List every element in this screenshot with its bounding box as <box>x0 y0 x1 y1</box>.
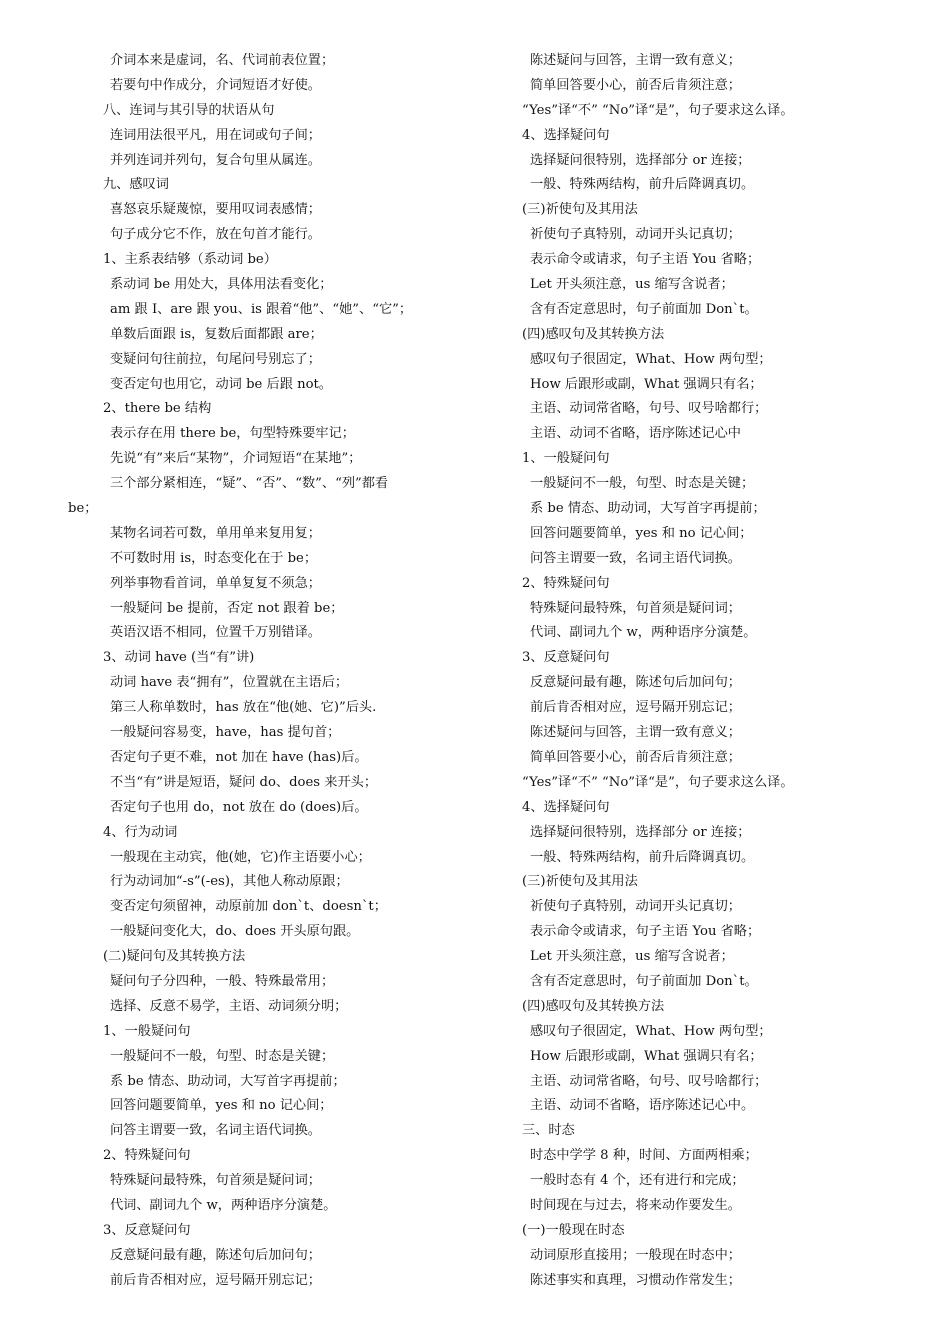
text-line: 喜怒哀乐疑蔑惊，要用叹词表感情； <box>110 202 321 218</box>
text-line: Let 开头须注意，us 缩写含说者； <box>530 949 734 965</box>
text-line: 并列连词并列句，复合句里从属连。 <box>110 152 321 168</box>
text-line: 疑问句子分四种，一般、特殊最常用； <box>110 973 335 989</box>
text-line: 含有否定意思时，句子前面加 Don`t。 <box>530 301 758 317</box>
right-text-column <box>522 49 942 1294</box>
text-line: 1、一般疑问句 <box>103 1023 191 1039</box>
text-line: be； <box>68 501 98 517</box>
text-line: 变否定句须留神，动原前加 don`t、doesn`t； <box>110 899 387 915</box>
text-line: 表示命令或请求，句子主语 You 省略； <box>530 252 761 268</box>
text-line: 4、选择疑问句 <box>522 799 610 815</box>
text-line: 系 be 情态、助动词，大写首字再提前； <box>530 501 766 517</box>
text-line: 选择、反意不易学，主语、动词须分明； <box>110 998 348 1014</box>
text-line: 问答主谓要一致，名词主语代词换。 <box>110 1123 321 1139</box>
text-line: 时间现在与过去，将来动作要发生。 <box>530 1197 741 1213</box>
text-line: 特殊疑问最特殊，句首须是疑问词； <box>530 600 741 616</box>
text-line: 回答问题要简单，yes 和 no 记心间； <box>530 525 753 541</box>
text-line: 简单回答要小心，前否后肯须注意； <box>530 77 741 93</box>
text-line: 反意疑问最有趣，陈述句后加问句； <box>110 1247 321 1263</box>
text-line: 表示命令或请求，句子主语 You 省略； <box>530 924 761 940</box>
text-line: 不当“有”讲是短语，疑问 do、does 来开头； <box>110 774 378 790</box>
text-line: 主语、动词常省略，句号、叹号啥都行； <box>530 1073 768 1089</box>
text-line: 先说“有”来后“某物”，介词短语“在某地”； <box>110 451 362 467</box>
text-line: 3、反意疑问句 <box>522 650 610 666</box>
text-line: 一般疑问 be 提前，否定 not 跟着 be； <box>110 600 344 616</box>
text-line: 三、时态 <box>522 1123 575 1139</box>
text-line: 句子成分它不作，放在句首才能行。 <box>110 227 321 243</box>
text-line: 3、动词 have (当“有”讲) <box>103 650 255 666</box>
text-line: 4、选择疑问句 <box>522 127 610 143</box>
text-line: am 跟 I、are 跟 you、is 跟着“他”、“她”、“它”； <box>110 301 413 317</box>
text-line: 一般、特殊两结构，前升后降调真切。 <box>530 177 755 193</box>
text-line: “Yes”译“不” “No”译“是”，句子要求这么译。 <box>522 774 794 790</box>
text-line: 一般现在主动宾，他(她，它)作主语要小心； <box>110 849 371 865</box>
text-line: 1、一般疑问句 <box>522 451 610 467</box>
text-line: 特殊疑问最特殊，句首须是疑问词； <box>110 1173 321 1189</box>
text-line: 2、there be 结构 <box>103 401 212 417</box>
text-line: “Yes”译“不” “No”译“是”，句子要求这么译。 <box>522 102 794 118</box>
text-line: 选择疑问很特别，选择部分 or 连接； <box>530 824 751 840</box>
text-line: 主语、动词不省略，语序陈述记心中。 <box>530 1098 755 1114</box>
text-line: 陈述事实和真理，习惯动作常发生； <box>530 1272 741 1288</box>
text-line: 感叹句子很固定，What、How 两句型； <box>530 1023 772 1039</box>
text-line: 介词本来是虚词，名、代词前表位置； <box>110 53 335 68</box>
text-line: 含有否定意思时，句子前面加 Don`t。 <box>530 973 758 989</box>
text-line: 一般疑问不一般，句型、时态是关键； <box>110 1048 335 1064</box>
text-line: 时态中学学 8 种，时间、方面两相乘； <box>530 1148 758 1164</box>
text-line: (一)一般现在时态 <box>522 1222 625 1238</box>
text-line: 变疑问句往前拉，句尾问号别忘了； <box>110 351 321 367</box>
text-line: 第三人称单数时，has 放在“他(她、它)”后头. <box>110 700 377 716</box>
text-line: How 后跟形或副，What 强调只有名； <box>530 1048 763 1064</box>
text-line: 2、特殊疑问句 <box>103 1148 191 1164</box>
text-line: (二)疑问句及其转换方法 <box>103 949 246 965</box>
text-line: 表示存在用 there be，句型特殊要牢记； <box>110 426 355 442</box>
text-line: 2、特殊疑问句 <box>522 575 610 591</box>
left-text-column <box>68 49 468 1294</box>
text-line: 代词、副词九个 w，两种语序分演楚。 <box>110 1197 337 1213</box>
text-line: 主语、动词常省略，句号、叹号啥都行； <box>530 401 768 417</box>
text-line: 简单回答要小心，前否后肯须注意； <box>530 749 741 765</box>
text-line: 陈述疑问与回答，主谓一致有意义； <box>530 53 741 68</box>
text-line: 连词用法很平凡，用在词或句子间； <box>110 127 321 143</box>
text-line: 一般、特殊两结构，前升后降调真切。 <box>530 849 755 865</box>
text-line: 系动词 be 用处大，具体用法看变化； <box>110 277 333 293</box>
text-line: 否定句子也用 do，not 放在 do (does)后。 <box>110 799 368 815</box>
text-line: 祈使句子真特别，动词开头记真切； <box>530 227 741 243</box>
text-line: 八、连词与其引导的状语从句 <box>103 102 275 118</box>
text-line: 变否定句也用它，动词 be 后跟 not。 <box>110 376 332 392</box>
text-line: (四)感叹句及其转换方法 <box>522 998 665 1014</box>
text-line: 一般疑问不一般，句型、时态是关键； <box>530 476 755 492</box>
text-line: (三)祈使句及其用法 <box>522 202 638 218</box>
text-line: 陈述疑问与回答，主谓一致有意义； <box>530 725 741 741</box>
text-line: 问答主谓要一致，名词主语代词换。 <box>530 550 741 566</box>
text-line: Let 开头须注意，us 缩写含说者； <box>530 277 734 293</box>
text-line: 前后肯否相对应，逗号隔开别忘记； <box>530 700 741 716</box>
text-line: 反意疑问最有趣，陈述句后加问句； <box>530 675 741 691</box>
text-line: 动词原形直接用；一般现在时态中； <box>530 1247 741 1263</box>
text-line: 英语汉语不相同，位置千万别错译。 <box>110 625 321 641</box>
text-line: 单数后面跟 is，复数后面都跟 are； <box>110 326 323 342</box>
text-line: 一般疑问变化大，do、does 开头原句跟。 <box>110 924 360 940</box>
text-line: 4、行为动词 <box>103 824 178 840</box>
text-line: 三个部分紧相连，“疑”、“否”、“数”、“列”都看 <box>110 476 389 492</box>
text-line: 祈使句子真特别，动词开头记真切； <box>530 899 741 915</box>
text-line: 某物名词若可数，单用单来复用复； <box>110 525 321 541</box>
text-line: 一般疑问容易变，have，has 提句首； <box>110 725 341 741</box>
text-line: How 后跟形或副，What 强调只有名； <box>530 376 763 392</box>
text-line: 感叹句子很固定，What、How 两句型； <box>530 351 772 367</box>
text-line: 不可数时用 is，时态变化在于 be； <box>110 550 318 566</box>
text-line: 九、感叹词 <box>103 177 169 193</box>
text-line: 主语、动词不省略，语序陈述记心中 <box>530 426 741 442</box>
text-line: 代词、副词九个 w，两种语序分演楚。 <box>530 625 757 641</box>
text-line: 前后肯否相对应，逗号隔开别忘记； <box>110 1272 321 1288</box>
text-line: 系 be 情态、助动词，大写首字再提前； <box>110 1073 346 1089</box>
text-line: (三)祈使句及其用法 <box>522 874 638 890</box>
text-line: 行为动词加“-s”(-es)，其他人称动原跟； <box>110 874 349 890</box>
text-line: 选择疑问很特别，选择部分 or 连接； <box>530 152 751 168</box>
text-line: 回答问题要简单，yes 和 no 记心间； <box>110 1098 333 1114</box>
text-line: 若要句中作成分，介词短语才好使。 <box>110 77 321 93</box>
text-line: 1、主系表结够（系动词 be） <box>103 252 277 268</box>
text-line: 否定句子更不难，not 加在 have (has)后。 <box>110 749 368 765</box>
text-line: 列举事物看首词，单单复复不须急； <box>110 575 321 591</box>
text-line: 3、反意疑问句 <box>103 1222 191 1238</box>
text-line: 动词 have 表“拥有”，位置就在主语后； <box>110 675 349 691</box>
text-line: (四)感叹句及其转换方法 <box>522 326 665 342</box>
text-line: 一般时态有 4 个，还有进行和完成； <box>530 1173 745 1189</box>
